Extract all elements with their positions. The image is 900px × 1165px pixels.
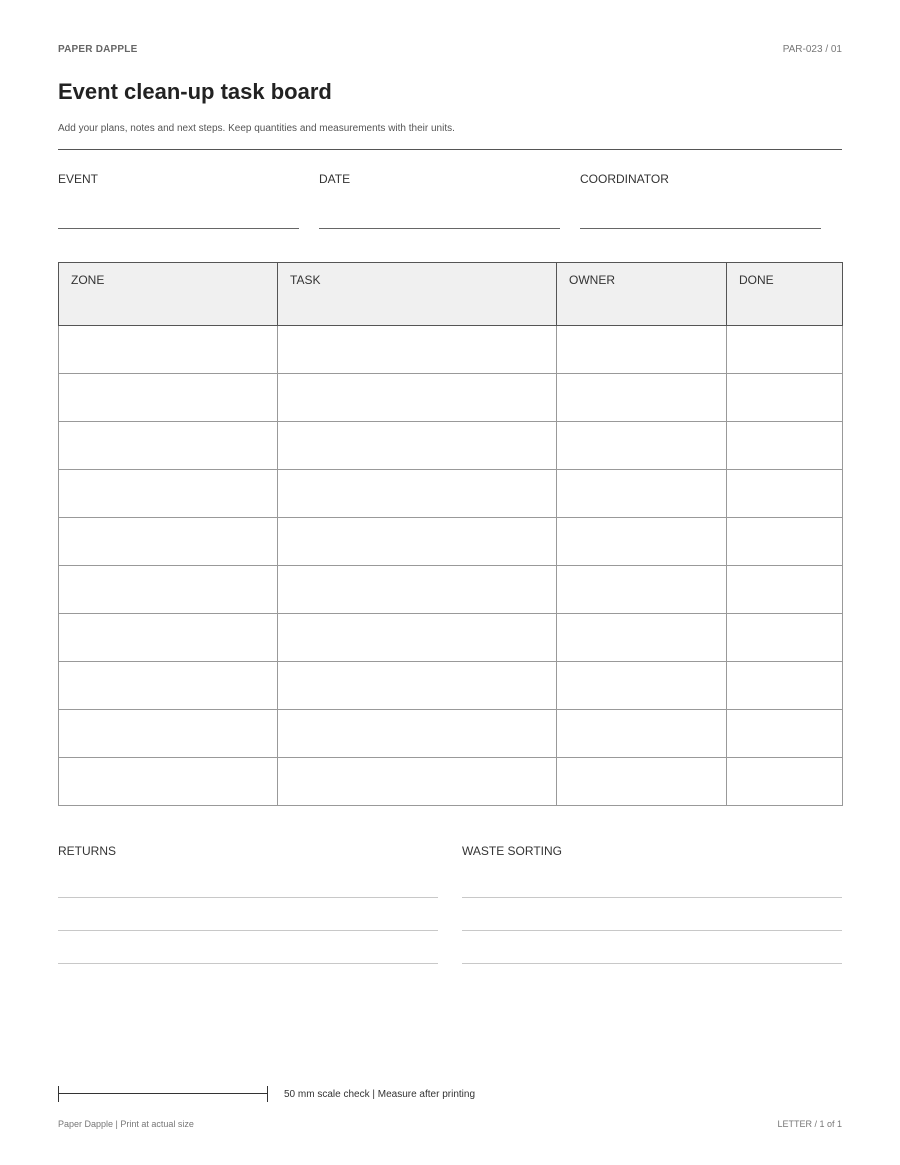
cell-owner[interactable] [557,518,727,566]
cell-zone[interactable] [59,326,278,374]
cell-task[interactable] [278,758,557,806]
scale-check-bar [58,1086,268,1102]
event-field[interactable] [58,172,299,186]
cell-owner[interactable] [557,758,727,806]
cell-task[interactable] [278,614,557,662]
coordinator-field-label: COORDINATOR [580,172,669,186]
cell-done[interactable] [727,710,843,758]
date-field[interactable] [319,172,560,186]
cell-done[interactable] [727,422,843,470]
cell-zone[interactable] [59,422,278,470]
table-row [59,326,843,374]
waste-sorting-line[interactable] [462,963,842,964]
task-table [58,262,843,806]
table-row [59,518,843,566]
table-header-row [59,263,843,326]
cell-task[interactable] [278,662,557,710]
table-row [59,662,843,710]
page-title: Event clean-up task board [58,79,332,104]
coordinator-field[interactable] [580,172,821,186]
cell-done[interactable] [727,374,843,422]
cell-task[interactable] [278,518,557,566]
cell-task[interactable] [278,326,557,374]
document-id: PAR-023 / 01 [782,44,842,55]
cell-task[interactable] [278,422,557,470]
returns-line[interactable] [58,963,438,964]
cell-owner[interactable] [557,662,727,710]
table-row [59,470,843,518]
cell-done[interactable] [727,566,843,614]
cell-owner[interactable] [557,710,727,758]
header-divider [58,149,842,150]
table-row [59,566,843,614]
coordinator-field-line[interactable] [580,228,821,229]
cell-done[interactable] [727,758,843,806]
cell-zone[interactable] [59,374,278,422]
cell-task[interactable] [278,566,557,614]
column-header-zone: ZONE [59,263,278,326]
cell-owner[interactable] [557,566,727,614]
cell-done[interactable] [727,470,843,518]
cell-done[interactable] [727,326,843,374]
table-row [59,710,843,758]
cell-zone[interactable] [59,566,278,614]
cell-zone[interactable] [59,518,278,566]
cell-task[interactable] [278,710,557,758]
cell-owner[interactable] [557,470,727,518]
returns-label: RETURNS [58,844,117,858]
column-header-done: DONE [727,263,843,326]
footer-note: Paper Dapple | Print at actual size [58,1119,194,1129]
page-subtitle: Add your plans, notes and next steps. Keep quantities and measurements with their units. [58,123,455,134]
cell-owner[interactable] [557,374,727,422]
brand-name: PAPER DAPPLE [58,44,138,55]
cell-done[interactable] [727,662,843,710]
cell-done[interactable] [727,518,843,566]
cell-zone[interactable] [59,662,278,710]
table-row [59,614,843,662]
column-header-owner: OWNER [557,263,727,326]
cell-zone[interactable] [59,614,278,662]
date-field-label: DATE [319,172,351,186]
waste-sorting-line[interactable] [462,897,842,898]
cell-owner[interactable] [557,422,727,470]
cell-zone[interactable] [59,470,278,518]
table-row [59,758,843,806]
date-field-line[interactable] [319,228,560,229]
waste-sorting-line[interactable] [462,930,842,931]
cell-owner[interactable] [557,326,727,374]
cell-done[interactable] [727,614,843,662]
returns-line[interactable] [58,930,438,931]
cell-zone[interactable] [59,710,278,758]
footer-page-info: LETTER / 1 of 1 [777,1119,842,1129]
cell-zone[interactable] [59,758,278,806]
event-field-line[interactable] [58,228,299,229]
cell-task[interactable] [278,374,557,422]
waste-sorting-section [462,844,842,858]
event-field-label: EVENT [58,172,99,186]
scale-check-text: 50 mm scale check | Measure after printing [284,1089,476,1100]
returns-section [58,844,438,858]
cell-task[interactable] [278,470,557,518]
returns-line[interactable] [58,897,438,898]
table-row [59,422,843,470]
column-header-task: TASK [278,263,557,326]
waste-sorting-label: WASTE SORTING [462,844,563,858]
table-row [59,374,843,422]
cell-owner[interactable] [557,614,727,662]
